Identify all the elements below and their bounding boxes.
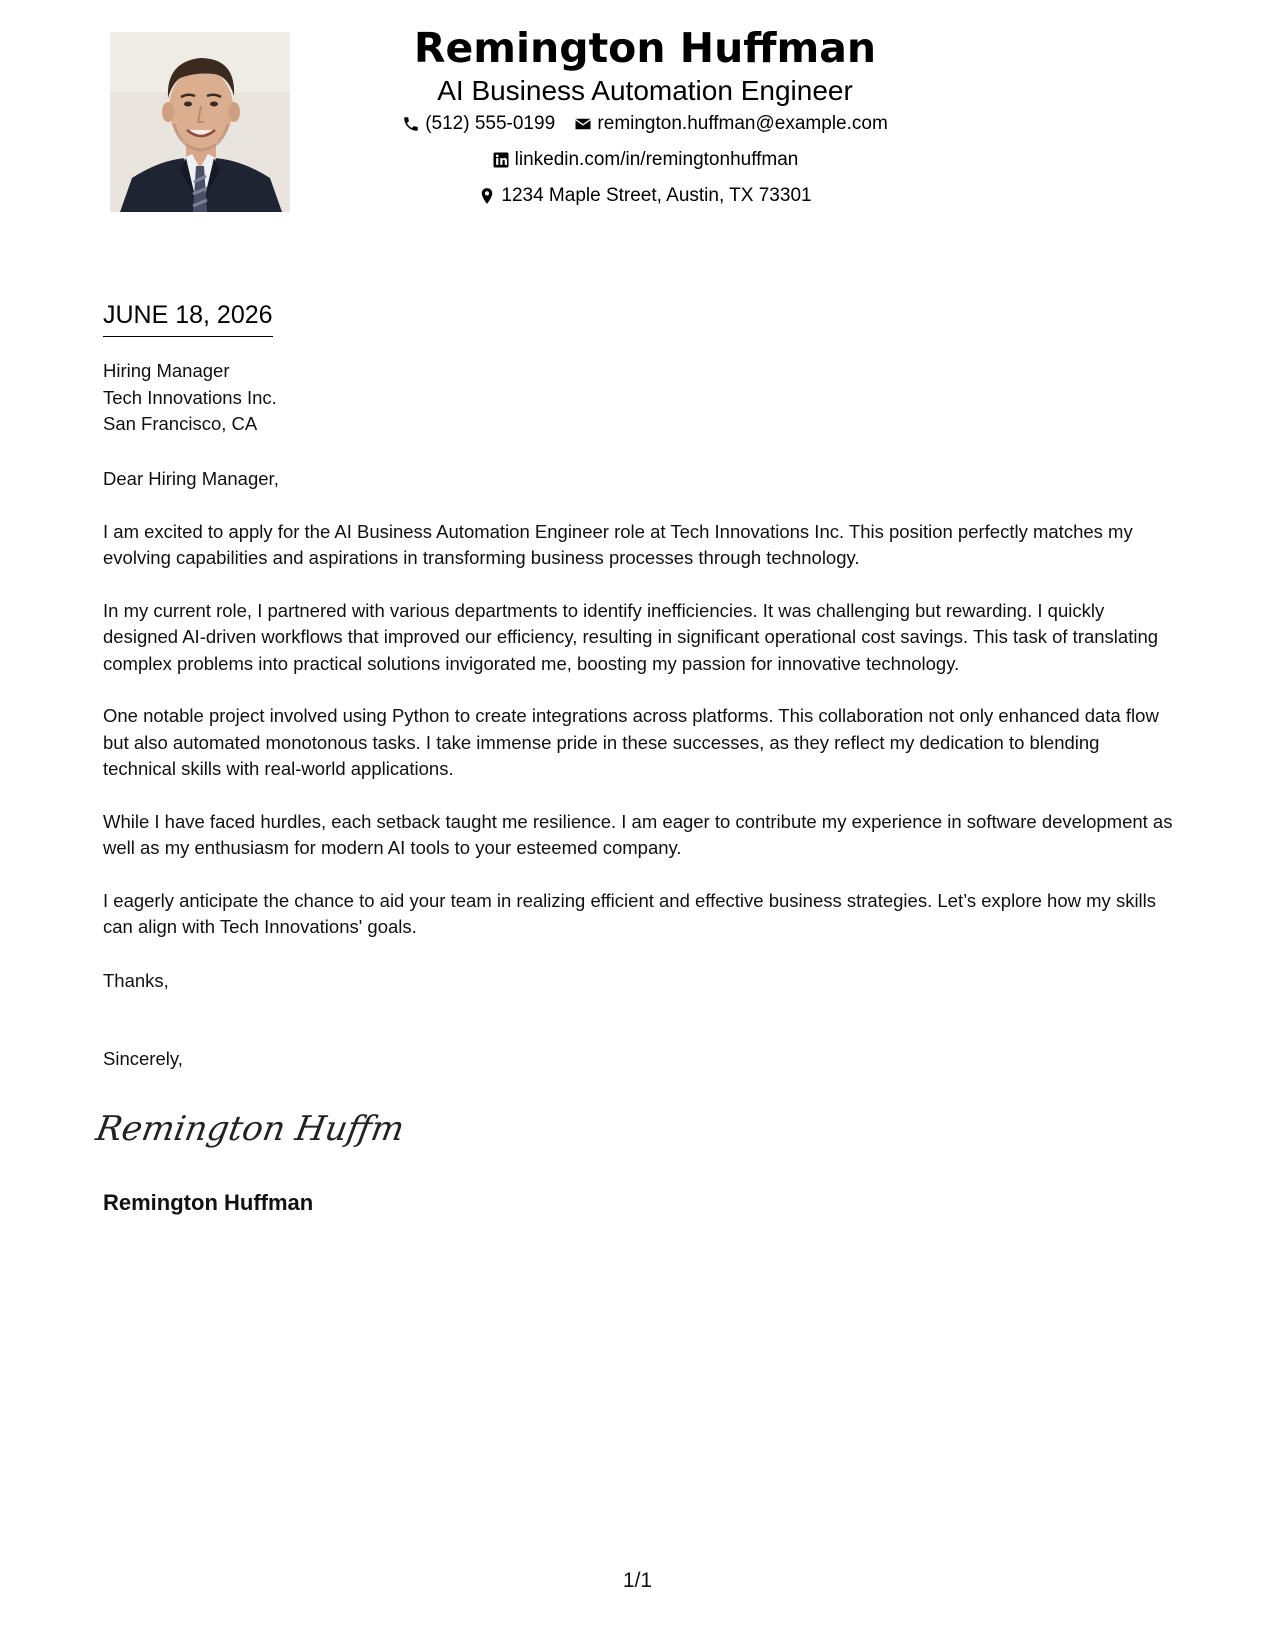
letter-body	[103, 466, 1175, 967]
envelope-icon	[574, 115, 592, 133]
email-contact[interactable]	[574, 108, 887, 140]
phone-text: (512) 555-0199	[425, 113, 556, 134]
recipient-line: Tech Innovations Inc.	[103, 386, 277, 408]
handwritten-signature	[93, 1098, 408, 1158]
recipient-line: Hiring Manager	[103, 360, 230, 381]
address-contact	[478, 180, 811, 212]
contact-line-1	[330, 108, 960, 144]
signature-drawing	[93, 1098, 408, 1158]
applicant-name: Remington Huffman	[413, 24, 877, 72]
profile-photo	[110, 32, 290, 212]
signed-name: Remington Huffman	[103, 1190, 314, 1215]
body-paragraph: In my current role, I partnered with various departments to identify inefficiencies. It was challenging but rewarding. I quickly designed AI-driven workflows that improved our efficiency, resulting in significant operational cost savings. This task of translating complex problems into practical solutions invigorated me, boosting my passion for innovative technology.	[103, 599, 1159, 674]
phone-icon	[402, 115, 420, 133]
letter-header	[330, 22, 960, 216]
page-number: 1/1	[622, 1569, 653, 1592]
phone-contact	[402, 108, 555, 140]
body-paragraph: I am excited to apply for the AI Business Automation Engineer role at Tech Innovations Inc. This position perfectly matches my evolving capabilities and aspirations in transforming business processes through technology.	[103, 520, 1133, 568]
linkedin-icon	[492, 151, 510, 169]
contact-line-3	[330, 180, 960, 216]
closing-text: Thanks,	[103, 970, 169, 991]
letter-date: JUNE 18, 2026	[103, 298, 273, 337]
recipient-line: San Francisco, CA	[103, 413, 258, 434]
contact-line-2	[330, 144, 960, 180]
recipient-block	[103, 358, 277, 438]
signature-script: Remington Huffm	[93, 1109, 408, 1149]
body-paragraph: I eagerly anticipate the chance to aid your team in realizing efficient and effective business strategies. Let’s explore how my skills can align with Tech Innovations' goals.	[103, 889, 1157, 937]
linkedin-text[interactable]: linkedin.com/in/remingtonhuffman	[514, 149, 799, 170]
map-pin-icon	[478, 187, 496, 205]
linkedin-contact[interactable]	[492, 144, 799, 176]
body-paragraph: While I have faced hurdles, each setback taught me resilience. I am eager to contribute my experience in software development as well as my enthusiasm for modern AI tools to your esteemed company.	[103, 810, 1173, 858]
body-paragraph: One notable project involved using Python to create integrations across platforms. This collaboration not only enhanced data flow but also automated monotonous tasks. I take immense pride in these successes, as they reflect my dedication to blending technical skills with real-world applications.	[103, 705, 1159, 779]
email-text[interactable]: remington.huffman@example.com	[597, 113, 888, 134]
applicant-title: AI Business Automation Engineer	[437, 75, 853, 106]
address-text: 1234 Maple Street, Austin, TX 73301	[501, 185, 812, 206]
salutation: Dear Hiring Manager,	[103, 468, 279, 489]
signoff-text: Sincerely,	[103, 1048, 183, 1069]
profile-photo-illustration	[110, 32, 290, 212]
